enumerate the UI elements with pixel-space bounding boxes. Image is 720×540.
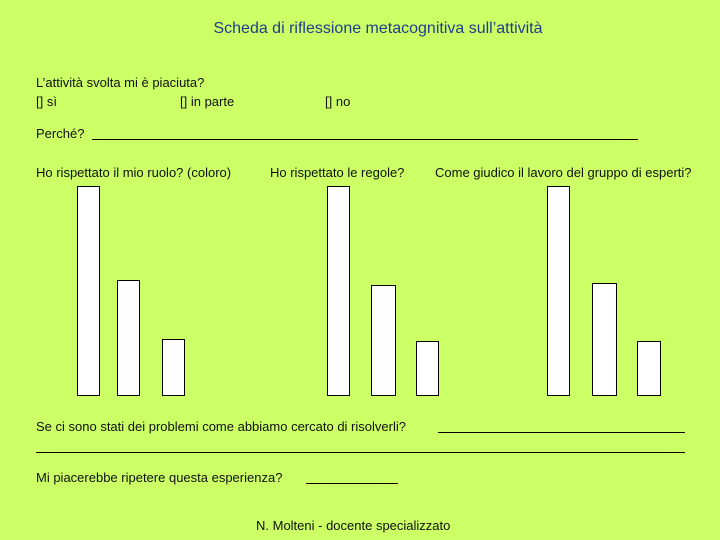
- why-label: Perché?: [36, 126, 85, 141]
- problems-answer-line-1[interactable]: [438, 432, 685, 433]
- scale-question-rules: Ho rispettato le regole?: [270, 165, 405, 180]
- page-title: Scheda di riflessione metacognitiva sull’attività: [213, 20, 543, 37]
- rules-scale-bar-high[interactable]: [327, 186, 350, 396]
- repeat-answer-line[interactable]: [306, 483, 398, 484]
- group-scale-bar-high[interactable]: [547, 186, 570, 396]
- repeat-question: Mi piacerebbe ripetere questa esperienza?: [36, 470, 283, 485]
- scale-question-group-work: Come giudico il lavoro del gruppo di esperti?: [435, 165, 692, 180]
- problems-answer-line-2[interactable]: [36, 452, 685, 453]
- problems-question: Se ci sono stati dei problemi come abbiamo cercato di risolverli?: [36, 419, 406, 434]
- option-no-checkbox[interactable]: [] no: [325, 94, 351, 109]
- option-si-checkbox[interactable]: [] sì: [36, 94, 57, 109]
- option-in-parte-checkbox[interactable]: [] in parte: [180, 94, 235, 109]
- group-scale-bar-low[interactable]: [637, 341, 661, 396]
- group-scale-bar-medium[interactable]: [592, 283, 617, 396]
- rules-scale-bar-low[interactable]: [416, 341, 439, 396]
- role-scale-bar-low[interactable]: [162, 339, 185, 396]
- role-scale-bar-high[interactable]: [77, 186, 100, 396]
- author-footer: N. Molteni - docente specializzato: [256, 518, 451, 533]
- scale-question-role: Ho rispettato il mio ruolo? (coloro): [36, 165, 232, 180]
- why-answer-line[interactable]: [92, 139, 638, 140]
- rules-scale-bar-medium[interactable]: [371, 285, 396, 396]
- question-liked-activity: L’attività svolta mi è piaciuta?: [36, 75, 205, 90]
- role-scale-bar-medium[interactable]: [117, 280, 140, 396]
